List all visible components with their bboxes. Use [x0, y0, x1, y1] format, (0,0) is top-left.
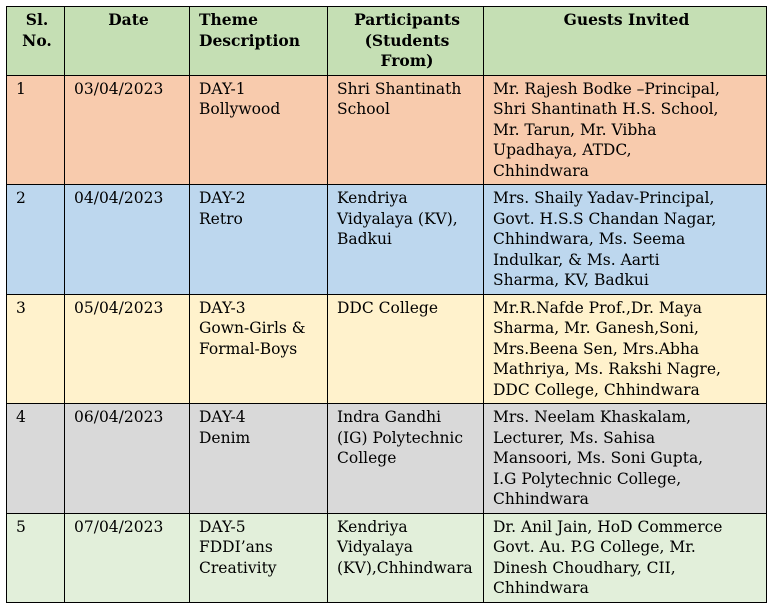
header-text: Participants: [354, 10, 460, 29]
cell-line: Sharma, Mr. Ganesh,Soni,: [493, 319, 699, 337]
cell-line: Mrs. Neelam Khaskalam,: [493, 408, 692, 426]
cell-line: Bollywood: [199, 100, 281, 118]
header-text: Sl.: [25, 10, 49, 29]
cell-guests: [484, 294, 767, 404]
cell-line: Chhindwara: [493, 490, 589, 508]
cell-participants: [328, 404, 484, 514]
header-text: Description: [199, 30, 301, 50]
cell-participants: [328, 513, 484, 602]
cell-date: 07/04/2023: [65, 513, 190, 602]
cell-guests: [484, 75, 767, 185]
cell-theme: [190, 294, 328, 404]
header-text: No.: [22, 30, 52, 50]
cell-line: Sharma, KV, Badkui: [493, 271, 649, 289]
cell-line: Indra Gandhi: [337, 408, 442, 426]
cell-line: College: [337, 449, 397, 467]
cell-line: Mr.R.Nafde Prof.,Dr. Maya: [493, 298, 702, 317]
table-row: [7, 513, 767, 602]
cell-line: Dinesh Choudhary, CII,: [493, 558, 676, 577]
cell-line: DDC College, Chhindwara: [493, 380, 700, 399]
cell-line: Creativity: [199, 558, 277, 577]
cell-line: Mrs. Shaily Yadav-Principal,: [493, 189, 715, 207]
cell-theme: [190, 404, 328, 514]
cell-line: Mr. Rajesh Bodke –Principal,: [493, 79, 720, 98]
header-text: From): [380, 51, 434, 70]
cell-line: (KV),Chhindwara: [337, 558, 473, 577]
cell-line: DAY-3: [199, 298, 246, 317]
cell-date: 04/04/2023: [65, 185, 190, 295]
header-text: Theme: [199, 10, 258, 29]
cell-line: DAY-1: [199, 79, 246, 98]
cell-line: Mrs.Beena Sen, Mrs.Abha: [493, 339, 700, 358]
cell-participants: [328, 294, 484, 404]
cell-line: (IG) Polytechnic: [337, 428, 464, 447]
cell-line: Chhindwara, Ms. Seema: [493, 230, 686, 248]
header-sl-no: [7, 7, 65, 76]
cell-line: Gown-Girls &: [199, 319, 306, 337]
cell-line: Retro: [199, 209, 243, 228]
cell-line: Vidyalaya (KV),: [337, 209, 458, 228]
cell-line: Shri Shantinath H.S. School,: [493, 100, 719, 118]
header-participants: [328, 7, 484, 76]
cell-sl-no: 1: [7, 75, 65, 185]
cell-line: FDDI’ans: [199, 538, 273, 556]
cell-sl-no: 3: [7, 294, 65, 404]
cell-line: DDC College: [337, 298, 439, 317]
cell-line: Chhindwara: [493, 161, 589, 180]
cell-sl-no: 5: [7, 513, 65, 602]
events-table-container: [6, 6, 767, 603]
cell-line: Dr. Anil Jain, HoD Commerce: [493, 517, 723, 536]
table-row: [7, 185, 767, 295]
cell-participants: [328, 185, 484, 295]
cell-line: Indulkar, & Ms. Aarti: [493, 250, 660, 269]
cell-line: Vidyalaya: [337, 538, 413, 556]
cell-date: 03/04/2023: [65, 75, 190, 185]
header-guests-invited: [484, 7, 767, 76]
cell-line: Shri Shantinath: [337, 79, 462, 98]
cell-line: Lecturer, Ms. Sahisa: [493, 428, 656, 447]
table-row: [7, 75, 767, 185]
cell-line: DAY-2: [199, 189, 246, 207]
header-row: [7, 7, 767, 76]
cell-line: Denim: [199, 428, 251, 447]
cell-line: Formal-Boys: [199, 339, 298, 358]
header-text: Guests Invited: [563, 10, 690, 29]
header-text: (Students: [364, 30, 450, 50]
cell-line: Kendriya: [337, 517, 408, 536]
cell-participants: [328, 75, 484, 185]
events-table: [6, 6, 767, 603]
cell-guests: [484, 185, 767, 295]
cell-line: Mr. Tarun, Mr. Vibha: [493, 120, 657, 139]
cell-theme: [190, 513, 328, 602]
cell-guests: [484, 404, 767, 514]
table-row: [7, 404, 767, 514]
cell-line: DAY-4: [199, 408, 246, 426]
cell-line: Chhindwara: [493, 579, 589, 597]
cell-theme: [190, 75, 328, 185]
cell-line: School: [337, 100, 390, 118]
cell-line: Mathriya, Ms. Rakshi Nagre,: [493, 360, 721, 378]
cell-theme: [190, 185, 328, 295]
cell-sl-no: 4: [7, 404, 65, 514]
cell-line: Mansoori, Ms. Soni Gupta,: [493, 449, 704, 467]
cell-sl-no: 2: [7, 185, 65, 295]
header-text: Date: [108, 10, 149, 29]
cell-line: I.G Polytechnic College,: [493, 469, 682, 488]
cell-date: 05/04/2023: [65, 294, 190, 404]
cell-line: Govt. H.S.S Chandan Nagar,: [493, 209, 717, 228]
cell-line: Badkui: [337, 230, 392, 248]
cell-line: Kendriya: [337, 189, 408, 207]
cell-guests: [484, 513, 767, 602]
table-row: [7, 294, 767, 404]
cell-line: Govt. Au. P.G College, Mr.: [493, 538, 696, 556]
header-date: [65, 7, 190, 76]
cell-date: 06/04/2023: [65, 404, 190, 514]
cell-line: DAY-5: [199, 517, 246, 536]
header-theme-description: [190, 7, 328, 76]
cell-line: Upadhaya, ATDC,: [493, 141, 632, 159]
